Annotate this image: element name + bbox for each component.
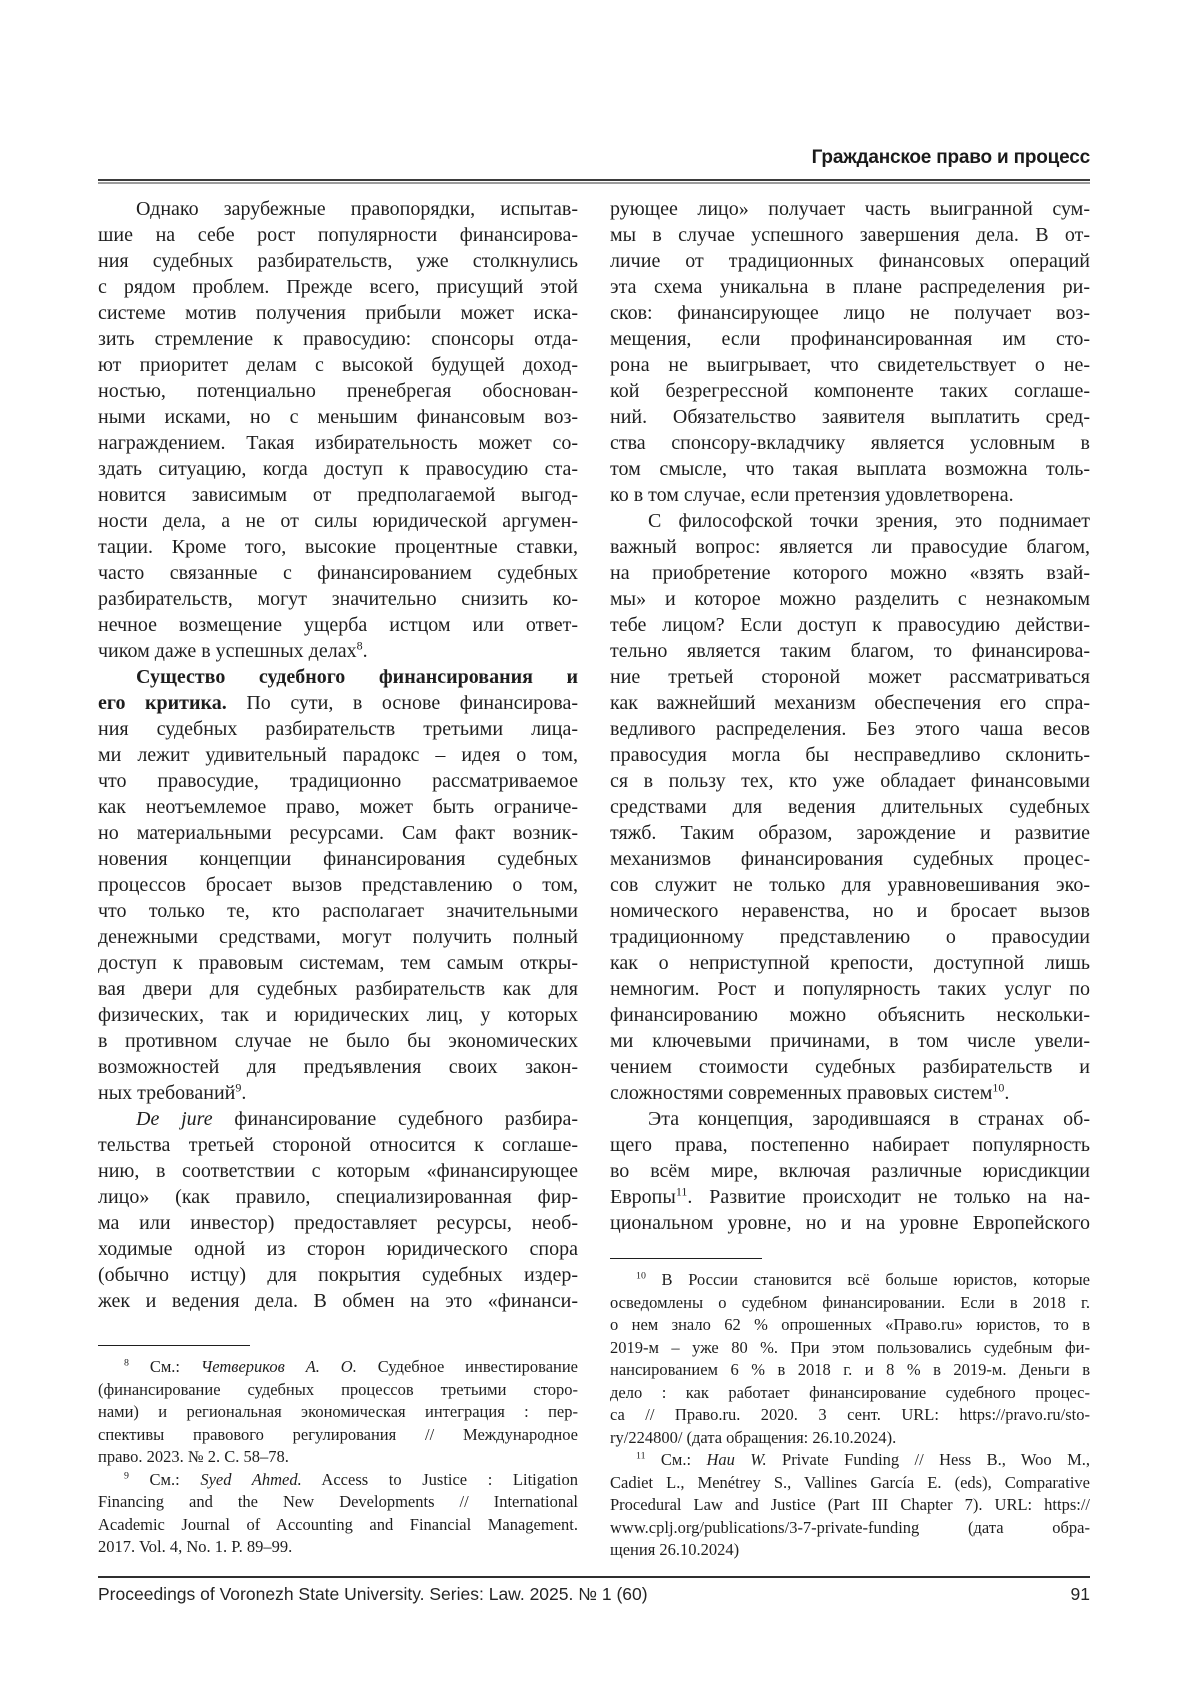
paragraph [610,1106,1090,1236]
text-line: ко в том случае, если претензия удовлетворена. [610,484,1014,506]
text-columns [98,196,1090,1314]
text-line: $^{11}$ См.: Hau W. Private Funding // Hess B., Woo M., [636,1450,1090,1469]
text-line: сложностями современных правовых систем$^{10}$. [610,1080,1010,1104]
text-line: 2017. Vol. 4, No. 1. P. 89–99. [98,1537,293,1556]
text-line: ностью, потенциально пренебрегая обоснован- [98,380,578,402]
text-line: тяжб. Таким образом, зарождение и развитие [610,822,1090,844]
text-line: как важнейший механизм обеспечения его спра- [610,692,1090,714]
text-line: Academic Journal of Accounting and Financial Management. [98,1514,578,1534]
text-line: нечное возмещение ущерба истцом или ответ- [98,614,578,636]
text-line: спективы правового регулирования // Международное [98,1424,578,1444]
paragraph [98,1469,578,1559]
paragraph [610,508,1090,1106]
text-line: кой безрегрессной компоненте таких соглаше- [610,380,1090,402]
text-line: вая двери для судебных разбирательств как для [98,978,578,1000]
text-line: ными исками, но с меньшим финансовым воз- [98,406,578,428]
text-line: нами) и региональная экономическая интеграция : пер- [98,1402,578,1421]
text-line: новится зависимым от предполагаемой выгод- [98,484,578,506]
footnote-separator [98,1345,250,1346]
paragraph [98,1356,578,1469]
text-line: ся в пользу тех, кто уже обладает финансовыми [610,770,1090,792]
text-line: са // Право.ru. 2020. 3 сент. URL: https://pravo.ru/sto- [610,1405,1090,1424]
text-line: рующее лицо» получает часть выигранной сум- [610,198,1090,220]
text-line: ведливого распределения. Без этого чаша весов [610,718,1090,740]
text-line: возможностей для предъявления своих закон- [98,1056,578,1078]
paragraph [98,664,578,1106]
text-line: тебе лицом? Если доступ к правосудию действи- [610,614,1090,636]
text-line: процессов бросает вызов представлению о том, [98,874,578,896]
footer-rule [98,1576,1090,1578]
text-line: ства спонсору-вкладчику является условным в [610,432,1090,454]
text-line: ют приоритет делам с высокой будущей доход- [98,354,578,376]
text-line: доступ к правовым системам, тем самым откры- [98,952,578,974]
text-line: Procedural Law and Justice (Part III Chapter 7). URL: https:// [610,1495,1090,1514]
text-line: право. 2023. № 2. С. 58–78. [98,1447,289,1466]
text-line: тельства третьей стороной относится к соглаше- [98,1134,578,1156]
text-line: что только те, кто располагает значительными [98,900,578,922]
text-line: физических, так и юридических лиц, у которых [98,1004,578,1026]
text-line: немногим. Рост и популярность таких услуг по [610,978,1090,1000]
column-left [98,196,578,1314]
footnotes-left [98,1345,578,1559]
text-line: $^8$ См.: Четвериков А. О. Судебное инвестирование [124,1357,579,1376]
page-footer [98,1584,1090,1605]
text-line: ми лежит удивительный парадокс – идея о том, [98,744,578,766]
text-line: ния судебных разбирательств, уже столкнулись [98,250,578,272]
text-line: нансированием 6 % в 2018 г. и 8 % в 2019-м. Деньги в [610,1360,1090,1379]
text-line: ние третьей стороной может рассматриваться [610,666,1090,688]
section-header: Гражданское право и процесс [811,147,1090,168]
text-line: Однако зарубежные правопорядки, испытав- [136,198,578,220]
text-line: $^{10}$ В России становится всё больше юристов, которые [636,1270,1090,1289]
text-line: дело : как работает финансирование судебного процес- [610,1382,1090,1402]
text-line: денежными средствами, могут получить полный [98,926,578,948]
text-line: $^9$ См.: Syed Ahmed. Access to Justice : Litigation [124,1469,579,1489]
text-line: номического неравенства, но и бросает вызов [610,900,1090,922]
text-line: на приобретение которого можно «взять взай- [610,562,1090,584]
text-line: важный вопрос: является ли правосудие благом, [610,536,1090,558]
text-line: традиционному представлению о правосудии [610,926,1090,948]
text-line: лицо» (как правило, специализированная фир- [98,1186,578,1208]
text-line: эта схема уникальна в плане распределения ри- [610,276,1090,298]
text-line: сков: финансирующее лицо не получает воз- [610,302,1090,324]
text-line: щения 26.10.2024) [610,1540,740,1559]
text-line: чиком даже в успешных делах$^8$. [98,638,368,662]
text-line: часто связанные с финансированием судебных [98,562,578,584]
header-rule [98,179,1090,181]
text-line: С философской точки зрения, это поднимает [648,510,1090,532]
text-line: ности дела, а не от силы юридической аргумен- [98,510,578,532]
text-line: во всём мире, включая различные юрисдикции [610,1160,1090,1182]
text-line: личие от традиционных финансовых операций [610,250,1090,272]
text-line: ми ключевыми причинами, в том числе увели- [610,1030,1090,1052]
text-line: шие на себе рост популярности финансирова- [98,224,578,246]
page-number: 91 [1070,1584,1090,1604]
text-line: сов служит не только для уравновешивания эко- [610,874,1090,896]
text-line: с рядом проблем. Прежде всего, присущий этой [98,276,578,298]
text-line: новения концепции финансирования судебных [98,848,578,870]
text-line: системе мотив получения прибыли может иска- [98,302,578,324]
text-line: нию, в соответствии с которым «финансирующее [98,1160,578,1182]
footnote-text-left [98,1356,578,1559]
text-line: его критика. По сути, в основе финансирова- [98,692,579,714]
text-line: Cadiet L., Menétrey S., Vallines García E. (eds), Comparative [610,1472,1090,1492]
text-line: De jure финансирование судебного разбира- [136,1108,578,1130]
text-line: мы в случае успешного завершения дела. В от- [610,224,1090,246]
text-line: здать ситуацию, когда доступ к правосудию ста- [98,458,578,480]
text-line: механизмов финансирования судебных процес- [610,848,1090,870]
text-line: (обычно истцу) для покрытия судебных издер- [98,1264,578,1286]
text-line: Существо судебного финансирования и [136,666,578,688]
text-line: тации. Кроме того, высокие процентные ставки, [98,536,578,558]
text-line: ry/224800/ (дата обращения: 26.10.2024). [610,1427,897,1447]
text-line: щего права, постепенно набирает популярность [610,1134,1090,1156]
text-line: www.cplj.org/publications/3-7-private-funding (дата обра- [610,1517,1090,1537]
text-line: том смысле, что такая выплата возможна толь- [610,458,1090,480]
text-line: Эта концепция, зародившаяся в странах об- [648,1108,1090,1130]
text-line: награждением. Такая избирательность может со- [98,432,578,454]
text-line: в противном случае не было бы экономических [98,1030,578,1052]
text-line: зить стремление к правосудию: спонсоры отда- [98,328,578,350]
text-line: но материальными ресурсами. Сам факт возник- [98,822,578,844]
footnote-text-right [610,1269,1090,1562]
text-line: правосудия могла бы несправедливо склонить- [610,744,1090,766]
text-line: жек и ведения дела. В обмен на это «финанси- [98,1290,578,1312]
column-right [610,196,1090,1236]
footnotes-right [610,1258,1090,1562]
text-line: мы» и которое можно разделить с незнакомым [610,588,1090,610]
text-line: ма или инвестор) предоставляет ресурсы, необ- [98,1212,578,1234]
paragraph [98,196,578,664]
text-line: как о неприступной крепости, доступной лишь [610,952,1090,974]
footnote-separator [610,1258,762,1259]
text-line: осведомлены о судебном финансировании. Если в 2018 г. [610,1292,1090,1312]
text-line: о нем знало 62 % опрошенных «Право.ru» юристов, то в [610,1315,1090,1334]
paragraph [610,196,1090,508]
text-line: ходимые одной из сторон юридического спора [98,1238,578,1260]
text-line: ний. Обязательство заявителя выплатить сред- [610,406,1090,428]
text-line: циональном уровне, но и на уровне Европейского [610,1212,1090,1234]
text-line: (финансирование судебных процессов третьими сторо- [98,1379,578,1399]
paragraph [610,1449,1090,1562]
paragraph [610,1269,1090,1449]
text-line: тельно является таким благом, то финансирова- [610,640,1090,662]
text-line: средствами для ведения длительных судебных [610,796,1090,818]
text-line: финансированию можно объяснить нескольки- [610,1004,1090,1026]
text-line: разбирательств, могут значительно снизить ко- [98,588,578,610]
text-line: чением стоимости судебных разбирательств и [610,1056,1090,1078]
text-line: рона не выигрывает, что свидетельствует о не- [610,354,1090,376]
text-line: мещения, если профинансированная им сто- [610,328,1090,350]
text-line: Европы$^{11}$. Развитие происходит не только на на- [610,1184,1090,1208]
text-line: ных требований$^9$. [98,1080,247,1104]
text-line: ния судебных разбирательств третьими лица- [98,718,578,740]
text-line: 2019-м – уже 80 %. При этом пользовались судебным фи- [610,1337,1090,1357]
journal-line: Proceedings of Voronezh State University. Series: Law. 2025. № 1 (60) [98,1584,648,1604]
text-line: как неотъемлемое право, может быть ограниче- [98,796,578,818]
paragraph [98,1106,578,1314]
text-line: Financing and the New Developments // International [98,1492,578,1511]
text-line: что правосудие, традиционно рассматриваемое [98,770,578,792]
